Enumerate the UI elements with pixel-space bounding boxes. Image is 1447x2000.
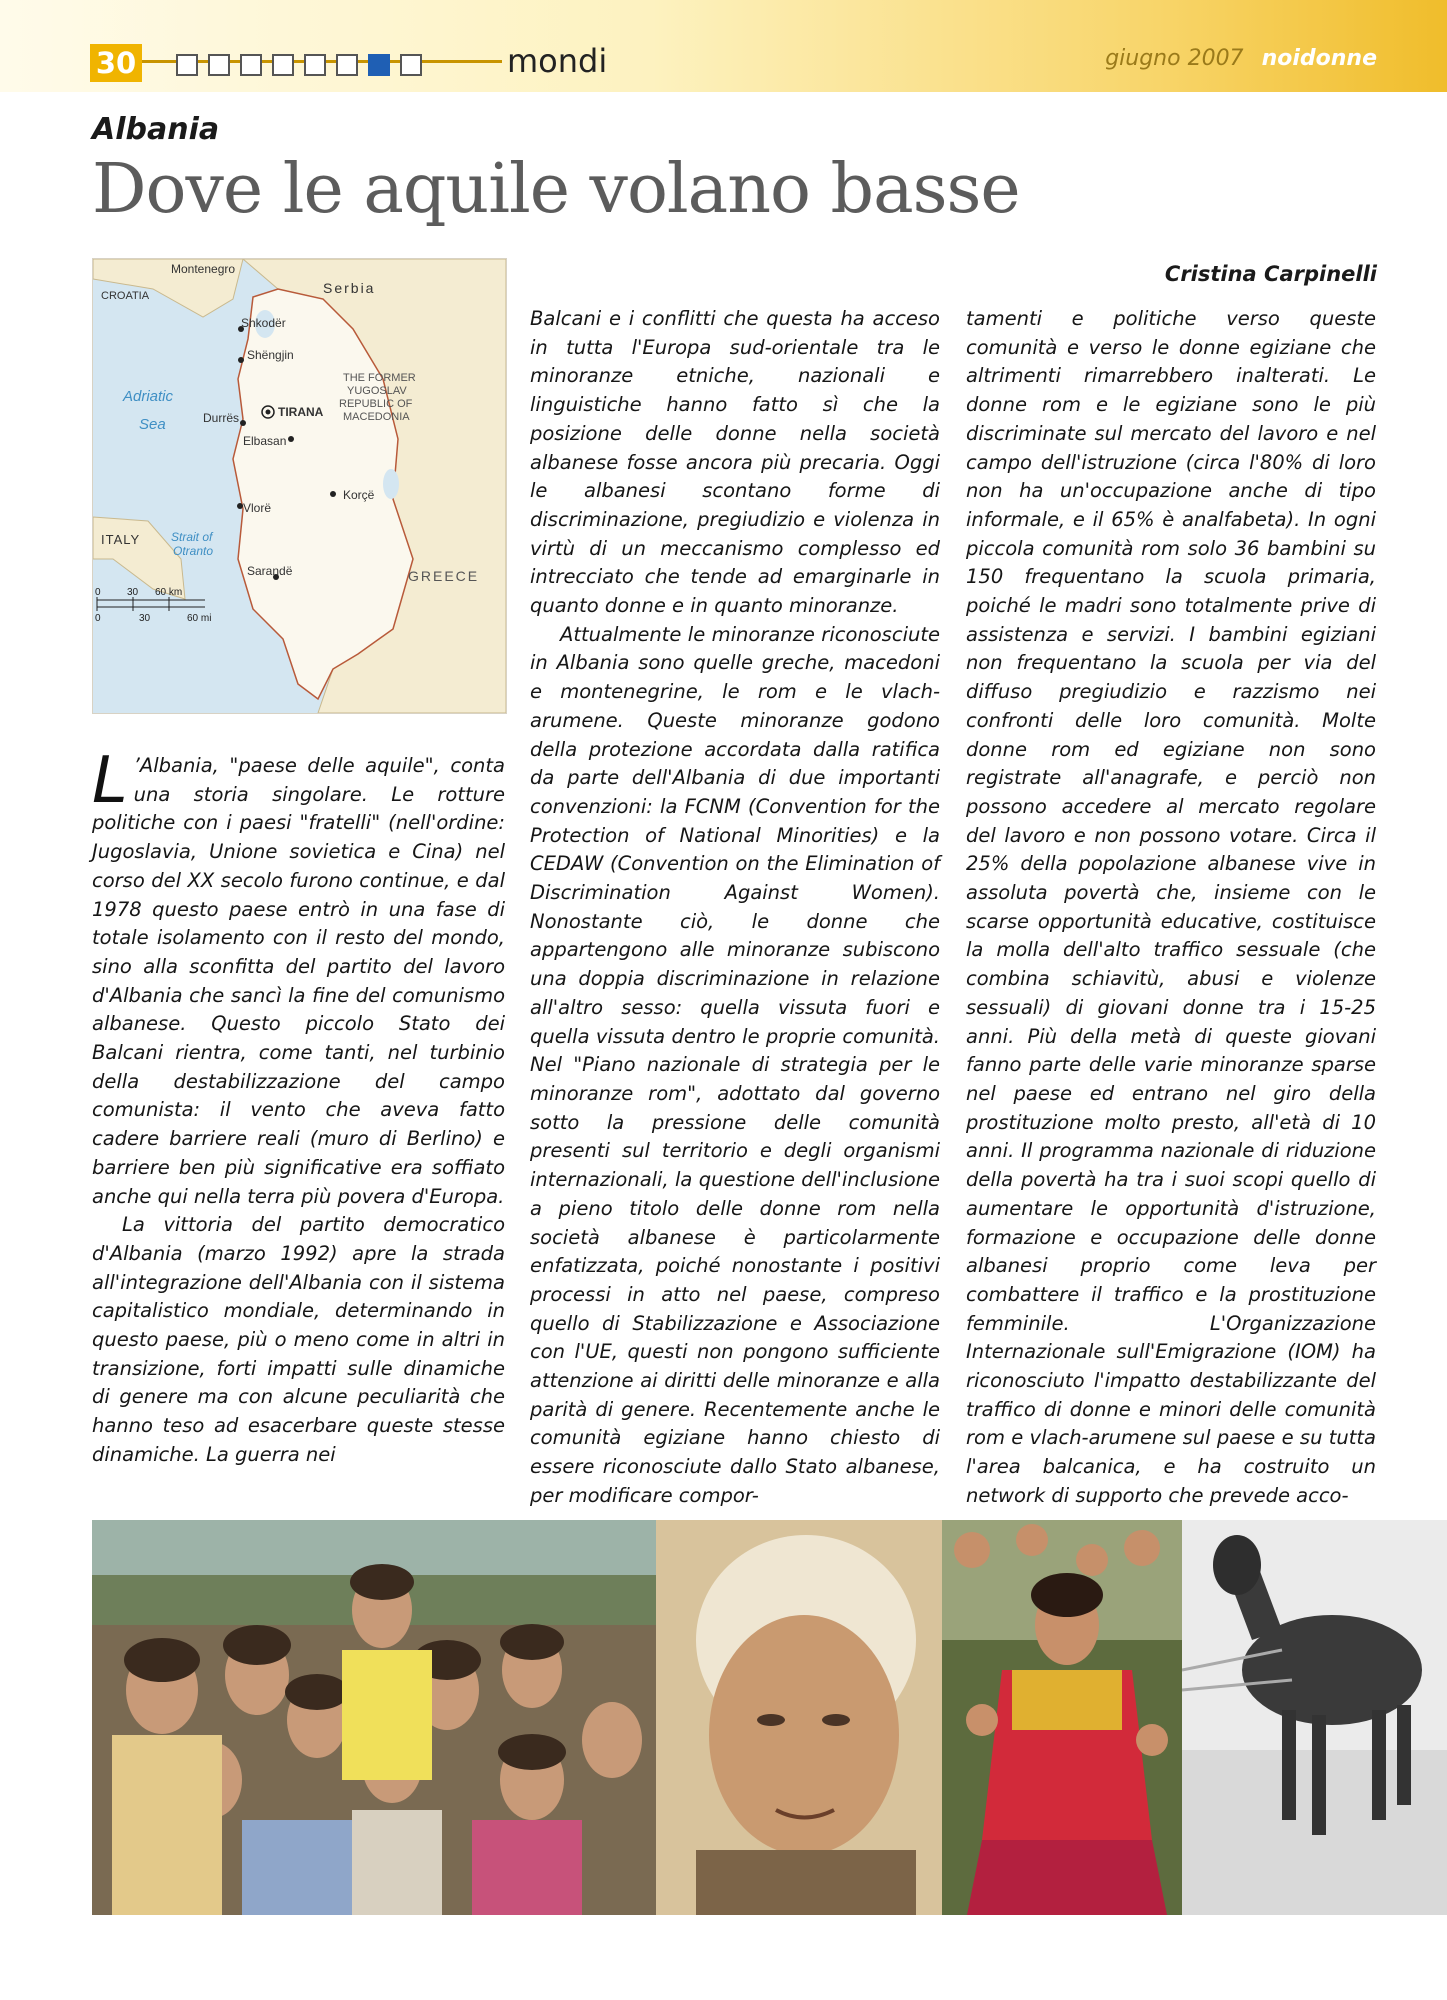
page-number: 30 bbox=[90, 44, 142, 82]
map-label-greece: GREECE bbox=[408, 568, 480, 584]
map-label-fyrom-1: THE FORMER bbox=[343, 372, 416, 384]
section-square bbox=[208, 54, 230, 76]
map-label-elbasan: Elbasan bbox=[243, 434, 287, 448]
map-label-shengjin: Shëngjin bbox=[247, 348, 294, 362]
magazine-brand: noidonne bbox=[1261, 46, 1377, 71]
paragraph: Balcani e i conflitti che questa ha acceso in tutta l'Europa sud-orientale tra le minoranze etniche, nazionali e linguistiche hanno fatto sì che la posizione delle donne nella società albanese fosse ancora più precaria. Oggi le albanesi scontano forme di discriminazione, pregiudizio e violenza in virtù di un meccanismo complesso ed intrecciato che tende ad emarginarle in quanto donne e in quanto minoranze. bbox=[530, 307, 940, 618]
section-square bbox=[400, 54, 422, 76]
map-label-montenegro: Montenegro bbox=[171, 262, 236, 276]
section-square bbox=[272, 54, 294, 76]
photo-horse-cart bbox=[1182, 1520, 1447, 1915]
map-label-korce: Korçë bbox=[343, 488, 375, 502]
article-kicker: Albania bbox=[92, 112, 220, 147]
section-indicator bbox=[176, 54, 422, 80]
map-label-italy: ITALY bbox=[101, 532, 141, 547]
drop-cap: L bbox=[92, 744, 128, 818]
map-label-sarande: Sarandë bbox=[247, 564, 293, 578]
paragraph: Attualmente le minoranze riconosciute in Albania sono quelle greche, macedoni e montenegrine, le rom e le vlach-arumene. Queste minoranze godono della protezione accordata dalla ratifica da parte dell'Albania di due importanti convenzioni: la FCNM (Convention for the Protection of National Minorities) e la CEDAW (Convention on the Elimination of Discrimination Against Women). Nonostante ciò, le donne che appartengono alle minoranze subiscono una doppia discriminazione in relazione all'altro sesso: quella vissuta fuori e quella vissuta dentro le proprie comunità. Nel "Piano nazionale di strategia per le minoranze rom", adottato dal governo sotto la pressione delle comunità presenti sul territorio e degli organismi internazionali, la questione dell'inclusione a pieno titolo delle donne rom nella società albanese è particolarmente enfatizzata, poiché nonostante i positivi processi in atto nel paese, compreso quello di Stabilizzazione e Associazione con l'UE, questi non pongono sufficiente attenzione ai diritti delle minoranze e alla parità di genere. Recentemente anche le comunità egiziane hanno chiesto di essere riconosciute dallo Stato albanese, per modificare compor- bbox=[530, 622, 940, 1507]
map-scale-mi-30: 30 bbox=[139, 613, 151, 624]
albania-map bbox=[92, 258, 507, 714]
map-label-tirana: TIRANA bbox=[278, 405, 324, 419]
map-label-shkoder: Shkodër bbox=[241, 316, 286, 330]
map-scale-km-60: 60 km bbox=[155, 587, 183, 598]
photo-children-group bbox=[92, 1520, 656, 1915]
article-column-3 bbox=[966, 305, 1376, 1511]
article-column-1 bbox=[92, 744, 505, 1470]
section-name: mondi bbox=[507, 42, 608, 80]
map-label-strait-1: Strait of bbox=[171, 530, 213, 544]
paragraph-text: ’Albania, "paese delle aquile", conta una storia singolare. Le rotture politiche con i paesi "fratelli" (nell'ordine: Jugoslavia, Unione sovietica e Cina) nel corso del XX secolo furono continue, e dal 1978 questo paese entrò in una fase di totale isolamento con il resto del mondo, sino alla sconfitta del partito del lavoro d'Albania che sancì la fine del comunismo albanese. Questo piccolo Stato dei Balcani rientra, come tanti, nel turbinio della destabilizzazione del campo comunista: il vento che aveva fatto cadere barriere reali (muro di Berlino) e barriere ben più significative era soffiato anche qui nella terra più povera d'Europa. bbox=[92, 754, 505, 1208]
map-label-serbia: Serbia bbox=[323, 280, 376, 296]
map-scale-mi-0: 0 bbox=[95, 613, 101, 624]
section-square bbox=[336, 54, 358, 76]
map-label-strait-2: Otranto bbox=[173, 544, 214, 558]
map-label-adriatic: Adriatic bbox=[123, 388, 174, 405]
paragraph: tamenti e politiche verso queste comunità e verso le donne egiziane che altrimenti rimarrebbero inalterati. Le donne rom e le egiziane sono le più discriminate sul mercato del lavoro e nel campo dell'istruzione (circa l'80% di loro non ha un'occupazione anche di tipo informale, e il 65% è analfabeta). In ogni piccola comunità rom solo 36 bambini su 150 frequentano la scuola primaria, poiché le madri sono totalmente prive di assistenza e servizi. I bambini egiziani non frequentano la scuola per via del diffuso pregiudizio e razzismo nei confronti delle loro comunità. Molte donne rom ed egiziane non sono registrate all'anagrafe, e perciò non possono accedere al mercato regolare del lavoro e non possono votare. Circa il 25% della popolazione albanese vive in assoluta povertà che, insieme con le scarse opportunità educative, costituisce la molla dell'alto traffico sessuale (che combina schiavitù, abusi e violenze sessuali) di giovani donne tra i 15-25 anni. Più della metà di queste giovani fanno parte delle varie minoranze sparse nel paese ed entrano nel giro della prostituzione molto presto, all'età di 10 anni. Il programma nazionale di riduzione della povertà ha tra i suoi scopi quello di aumentare le opportunità d'istruzione, formazione e occupazione delle donne albanesi proprio come leva per combattere il traffico e la prostituzione femminile. L'Organizzazione Internazionale sull'Emigrazione (IOM) ha riconosciuto l'impatto destabilizzante del traffico di donne e minori delle comunità rom e vlach-arumene sul paese e su tutta l'area balcanica, e ha costruito un network di supporto che prevede acco- bbox=[966, 307, 1376, 1507]
section-square bbox=[176, 54, 198, 76]
map-label-sea: Sea bbox=[139, 416, 166, 433]
photo-elderly-woman bbox=[656, 1520, 942, 1915]
map-label-fyrom-4: MACEDONIA bbox=[343, 411, 410, 423]
paragraph bbox=[92, 744, 505, 1211]
issue-info bbox=[1105, 46, 1377, 71]
article-column-2 bbox=[530, 305, 940, 1511]
issue-date: giugno 2007 bbox=[1105, 46, 1244, 71]
photo-dancing-girl bbox=[942, 1520, 1182, 1915]
map-label-vlore: Vlorë bbox=[243, 501, 272, 515]
section-square-active bbox=[368, 54, 390, 76]
map-scale-mi-60: 60 mi bbox=[187, 613, 212, 624]
section-square bbox=[240, 54, 262, 76]
article-title: Dove le aquile volano basse bbox=[92, 150, 1020, 229]
map-label-fyrom-2: YUGOSLAV bbox=[347, 385, 407, 397]
map-scale-km-30: 30 bbox=[127, 587, 139, 598]
photo-strip bbox=[92, 1520, 1447, 1915]
map-scale-km-0: 0 bbox=[95, 587, 101, 598]
map-label-croatia: CROATIA bbox=[101, 290, 150, 302]
map-label-durres: Durrës bbox=[203, 411, 240, 425]
map-label-fyrom-3: REPUBLIC OF bbox=[339, 398, 413, 410]
article-author: Cristina Carpinelli bbox=[1164, 262, 1377, 286]
section-square bbox=[304, 54, 326, 76]
paragraph: La vittoria del partito democratico d'Albania (marzo 1992) apre la strada all'integrazione dell'Albania con il sistema capitalistico mondiale, determinando in questo paese, più o meno come in altri in transizione, forti impatti sulle dinamiche di genere ma con alcune peculiarità che hanno teso ad esacerbare queste stesse dinamiche. La guerra nei bbox=[92, 1213, 505, 1466]
